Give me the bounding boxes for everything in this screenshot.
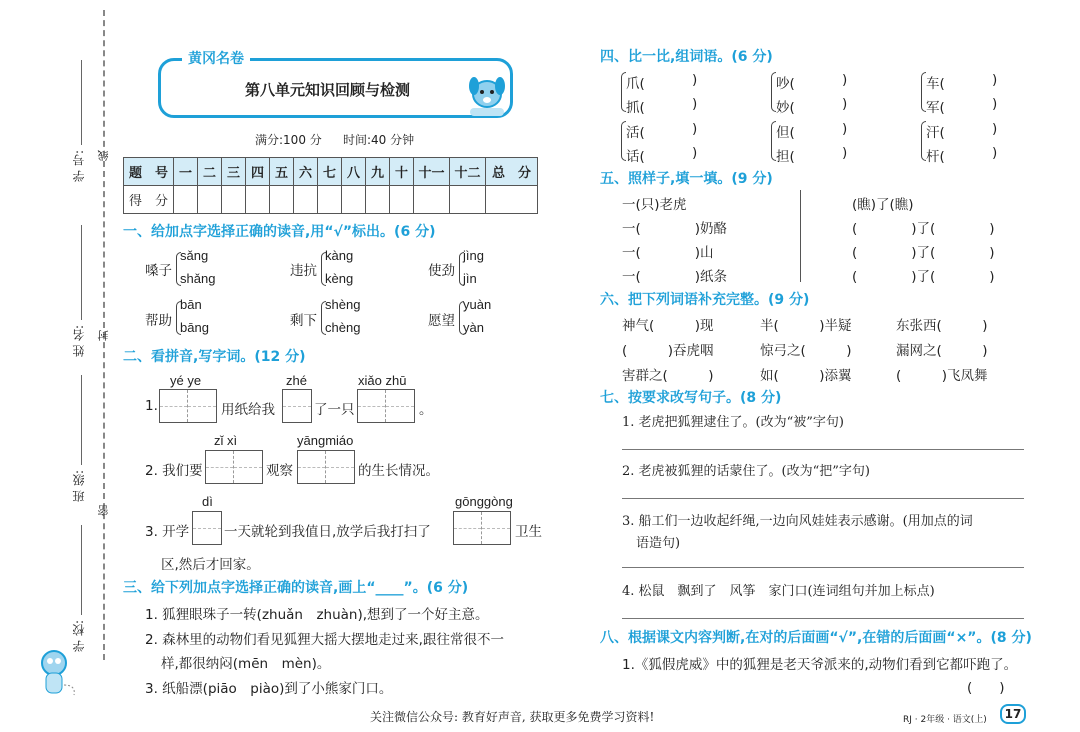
score-cell[interactable] [294,186,318,214]
q6-item: 半( )半疑 [760,318,852,334]
q4-paren: ) [842,72,848,88]
brand-logo: 黄冈名卷 [182,48,250,68]
q4-item: 杆( [926,149,945,165]
q3-item: 样,都很纳闷(mēn mèn)。 [161,656,331,672]
score-table-header: 五 [270,158,294,186]
seal-label-2: 封 [97,330,110,341]
dog-mascot-icon [462,72,512,122]
q6-item: ( )飞凤舞 [896,368,988,384]
q5-right-item: ( )了( ) [852,269,995,285]
q1-pinyin-option[interactable]: bāng [180,320,209,335]
score-cell[interactable] [366,186,390,214]
score-cell[interactable] [390,186,414,214]
score-cell[interactable] [318,186,342,214]
q1-pinyin-option[interactable]: jìn [463,271,477,286]
score-row-label: 得 分 [124,186,174,214]
q4-paren: ) [692,96,698,112]
q1-word: 违抗 [290,263,317,279]
q2-pinyin: zhé [286,373,307,388]
q2-text: 区,然后才回家。 [161,557,260,573]
score-table-header: 七 [318,158,342,186]
q4-item: 活( [626,125,645,141]
q4-item: 吵( [776,76,795,92]
q3-item: 2. 森林里的动物们看见狐狸大摇大摆地走过来,跟往常很不一 [145,632,504,648]
score-table-header: 四 [246,158,270,186]
q7-answer-line[interactable] [622,498,1024,499]
q6-item: 如( )添翼 [760,368,852,384]
q1-pinyin-option[interactable]: yuàn [463,297,492,312]
q4-paren: ) [842,121,848,137]
q2-text: 一天就轮到我值日,放学后我打扫了 [224,524,431,540]
score-cell[interactable] [342,186,366,214]
score-table-header: 十 [390,158,414,186]
q6-item: ( )吞虎咽 [622,343,714,359]
q7-item: 2. 老虎被狐狸的话蒙住了。(改为“把”字句) [622,464,870,479]
q4-item: 担( [776,149,795,165]
student-no-line[interactable] [81,60,82,145]
score-table-header-row [124,158,538,186]
q2-text: 2. 我们要 [145,463,203,479]
q7-item: 4. 松鼠 飘到了 风筝 家门口(连词组句并加上标点) [622,584,935,599]
q1-pinyin-option[interactable]: yàn [463,320,484,335]
page-number: 17 [1000,704,1026,724]
q2-pinyin: gōnggòng [455,494,513,509]
score-table-header: 题 号 [124,158,174,186]
footer-notice: 关注微信公众号: 教育好声音, 获取更多免费学习资料! [370,710,655,724]
q4-item: 车( [926,76,945,92]
q4-item: 妙( [776,100,795,116]
q1-pinyin-option[interactable]: kèng [325,271,354,286]
q2-char-grid[interactable] [282,389,312,423]
q8-title: 八、根据课文内容判断,在对的后面画“√”,在错的后面画“×”。(8 分) [600,630,1032,646]
q7-item: 语造句) [636,536,681,551]
q5-right-item: ( )了( ) [852,245,995,261]
q5-right-item: (瞧)了(瞧) [852,197,914,213]
time-info: 时间:40 分钟 [343,133,415,147]
q2-pinyin: yé ye [170,373,202,388]
q7-title: 七、按要求改写句子。(8 分) [600,390,782,406]
mascot-icon [36,645,78,701]
q1-pinyin-option[interactable]: bān [180,297,202,312]
q1-pinyin-option[interactable]: chèng [325,320,361,335]
q2-char-grid[interactable] [205,450,263,484]
score-cell[interactable] [486,186,538,214]
score-cell[interactable] [450,186,486,214]
q2-char-grid[interactable] [159,389,217,423]
q6-title: 六、把下列词语补充完整。(9 分) [600,292,810,308]
q1-word: 愿望 [428,313,455,329]
q4-paren: ) [842,145,848,161]
score-cell[interactable] [198,186,222,214]
q3-title: 三、给下列加点字选择正确的读音,画上“____”。(6 分) [123,580,469,596]
q6-item: 神气( )现 [622,318,714,334]
q4-paren: ) [992,96,998,112]
q1-pinyin-option[interactable]: kàng [325,248,354,263]
score-table-header: 九 [366,158,390,186]
q1-pinyin-option[interactable]: jìng [463,248,484,263]
name-label: 姓 名: [72,325,86,357]
q2-title: 二、看拼音,写字词。(12 分) [123,349,306,365]
q3-item: 1. 狐狸眼珠子一转(zhuǎn zhuàn),想到了一个好主意。 [145,607,489,623]
q2-char-grid[interactable] [357,389,415,423]
q6-item: 害群之( ) [622,368,714,384]
q2-text: 卫生 [515,524,542,540]
q2-pinyin: xiǎo zhū [358,373,407,388]
q8-item: 1.《狐假虎威》中的狐狸是老天爷派来的,动物们看到它都吓跑了。 [622,657,1018,673]
q7-item: 3. 船工们一边收起纤绳,一边向风娃娃表示感谢。(用加点的词 [622,514,973,529]
q1-word: 使劲 [428,263,455,279]
q6-item: 漏网之( ) [896,343,988,359]
q2-text: 3. 开学 [145,524,190,540]
q2-text: 用纸给我 [221,402,275,418]
q4-item: 军( [926,100,945,116]
q7-item: 1. 老虎把狐狸逮住了。(改为“被”字句) [622,415,844,430]
q5-left-item: 一( )山 [622,245,714,261]
q2-text: 了一只 [314,402,355,418]
q4-paren: ) [842,96,848,112]
score-info: 满分:100 分 [255,133,322,147]
q1-pinyin-option[interactable]: shèng [325,297,361,312]
q5-right-item: ( )了( ) [852,221,995,237]
q2-text: 的生长情况。 [358,463,439,479]
score-table-header: 总 分 [486,158,538,186]
score-table-header: 二 [198,158,222,186]
q4-paren: ) [992,145,998,161]
q1-title: 一、给加点字选择正确的读音,用“√”标出。(6 分) [123,224,436,240]
q2-char-grid[interactable] [453,511,511,545]
q4-item: 但( [776,125,795,141]
q2-pinyin: yāngmiáo [297,433,354,448]
score-table-header: 三 [222,158,246,186]
q5-title: 五、照样子,填一填。(9 分) [600,171,773,187]
q5-left-item: 一( )奶酪 [622,221,728,237]
q4-item: 抓( [626,100,645,116]
q3-item: 3. 纸船漂(piāo piào)到了小熊家门口。 [145,681,393,697]
q4-title: 四、比一比,组词语。(6 分) [600,49,773,65]
class-line[interactable] [81,375,82,465]
school-line[interactable] [81,525,82,615]
q2-pinyin: zǐ xì [214,433,238,448]
student-no-label: 学 号: [72,150,86,182]
score-table-row [124,186,538,214]
school-label: 学 校: [72,620,86,652]
score-cell[interactable] [246,186,270,214]
page-title: 第八单元知识回顾与检测 [245,81,411,99]
q8-answer-paren[interactable]: ( ) [967,680,1005,696]
score-table [123,157,538,214]
q2-text: 观察 [266,463,293,479]
q2-pinyin: dì [202,494,213,509]
seal-label-3: 密 [97,505,110,516]
q2-char-grid[interactable] [192,511,222,545]
q4-item: 话( [626,149,645,165]
q2-text: 1. [145,398,158,414]
q1-word: 帮助 [145,313,172,329]
q4-paren: ) [692,72,698,88]
q1-word: 剩下 [290,313,317,329]
footer-grade: RJ · 2年级 · 语文(上) [903,715,987,725]
q5-left-item: 一(只)老虎 [622,197,687,213]
q4-paren: ) [992,72,998,88]
q4-item: 爪( [626,76,645,92]
score-table-header: 十一 [414,158,450,186]
q1-word: 嗓子 [145,263,172,279]
q7-answer-line[interactable] [622,618,1024,619]
score-cell[interactable] [270,186,294,214]
score-cell[interactable] [222,186,246,214]
q4-item: 汗( [926,125,945,141]
score-table-header: 六 [294,158,318,186]
q4-paren: ) [992,121,998,137]
score-cell[interactable] [414,186,450,214]
q1-pinyin-option[interactable]: sǎng [180,248,209,263]
q2-text: 。 [419,402,433,418]
class-label: 班 级: [72,470,86,502]
q5-left-item: 一( )纸条 [622,269,728,285]
seal-label-1: 线 [97,150,110,161]
q1-pinyin-option[interactable]: shǎng [180,271,216,286]
q5-divider [800,190,801,282]
q6-item: 惊弓之( ) [760,343,852,359]
q6-item: 东张西( ) [896,318,988,334]
q7-answer-line[interactable] [622,449,1024,450]
q2-char-grid[interactable] [297,450,355,484]
score-cell[interactable] [174,186,198,214]
q7-answer-line[interactable] [622,567,1024,568]
score-table-header: 八 [342,158,366,186]
q4-paren: ) [692,145,698,161]
q4-paren: ) [692,121,698,137]
score-table-header: 十二 [450,158,486,186]
score-table-header: 一 [174,158,198,186]
name-line[interactable] [81,225,82,320]
